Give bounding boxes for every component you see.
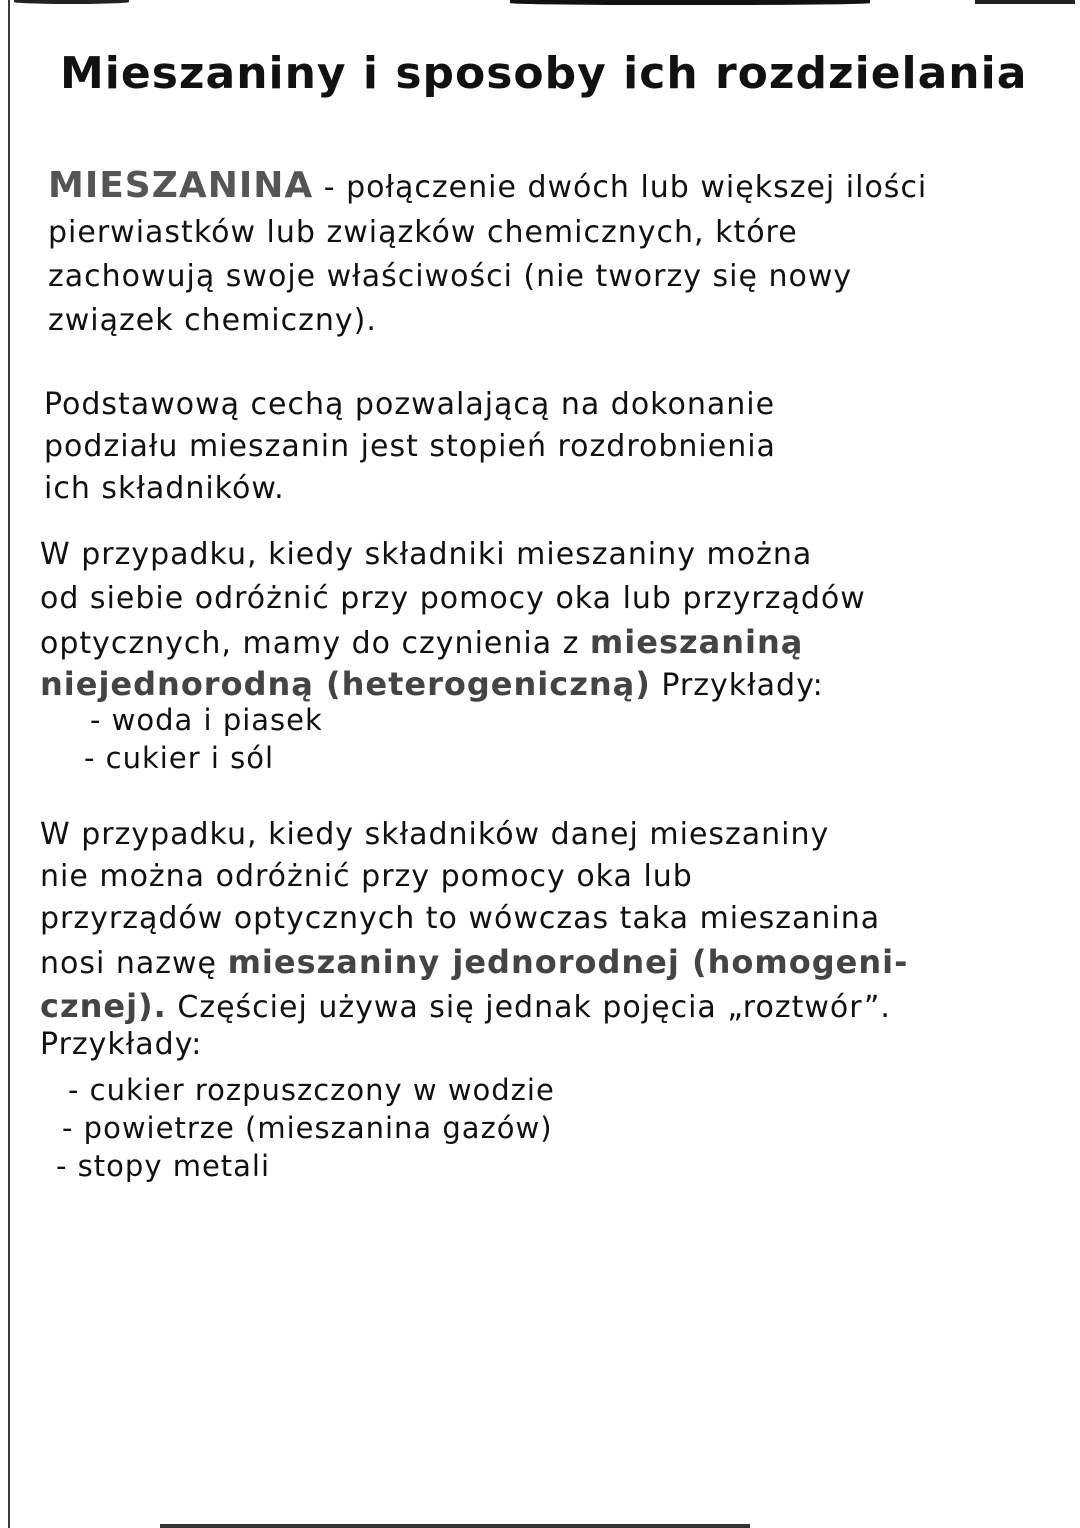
page-title: Mieszaniny i sposoby ich rozdzielania bbox=[60, 48, 1028, 99]
heterogeneous-highlight: niejednorodną (heterogeniczną) bbox=[40, 665, 651, 703]
definition-text: połączenie dwóch lub większej ilości bbox=[346, 170, 928, 205]
heterogeneous-line: od siebie odróżnić przy pomocy oka lub przyrządów bbox=[40, 581, 866, 616]
heterogeneous-text: optycznych, mamy do czynienia z bbox=[40, 626, 580, 661]
definition-line: zachowują swoje właściwości (nie tworzy się nowy bbox=[48, 259, 853, 294]
heterogeneous-examples-label: Przykłady: bbox=[661, 668, 824, 703]
definition-first-line bbox=[48, 165, 928, 206]
heterogeneous-line: W przypadku, kiedy składniki mieszaniny można bbox=[40, 537, 813, 572]
page-bottom-shadow bbox=[160, 1524, 750, 1528]
homogeneous-highlight: cznej). bbox=[40, 987, 167, 1025]
definition-line: związek chemiczny). bbox=[48, 303, 377, 338]
homogeneous-continuation: Częściej używa się jednak pojęcia „roztwór”. bbox=[177, 990, 891, 1025]
heterogeneous-example: - woda i piasek bbox=[90, 703, 323, 737]
homogeneous-example: - cukier rozpuszczony w wodzie bbox=[68, 1073, 555, 1107]
heterogeneous-highlight-line bbox=[40, 665, 824, 703]
heterogeneous-example: - cukier i sól bbox=[84, 741, 275, 775]
homogeneous-example: - powietrze (mieszanina gazów) bbox=[62, 1111, 553, 1145]
division-line: podziału mieszanin jest stopień rozdrobnienia bbox=[44, 429, 776, 464]
homogeneous-highlight: mieszaniny jednorodnej (homogeni- bbox=[227, 943, 909, 981]
heterogeneous-line bbox=[40, 623, 804, 661]
division-line: Podstawową cechą pozwalającą na dokonanie bbox=[44, 387, 776, 422]
homogeneous-example: - stopy metali bbox=[56, 1149, 271, 1183]
page-top-shadow bbox=[975, 0, 1075, 4]
homogeneous-line bbox=[40, 987, 891, 1025]
homogeneous-text: nosi nazwę bbox=[40, 946, 218, 981]
homogeneous-line: nie można odróżnić przy pomocy oka lub bbox=[40, 859, 693, 894]
heterogeneous-highlight: mieszaniną bbox=[589, 623, 804, 661]
division-line: ich składników. bbox=[44, 471, 285, 506]
page-top-shadow bbox=[510, 0, 870, 5]
homogeneous-examples-label: Przykłady: bbox=[40, 1027, 203, 1062]
homogeneous-line bbox=[40, 943, 909, 981]
definition-dash: - bbox=[313, 170, 347, 205]
definition-line: pierwiastków lub związków chemicznych, które bbox=[48, 215, 798, 250]
homogeneous-line: W przypadku, kiedy składników danej mieszaniny bbox=[40, 817, 830, 852]
page-top-shadow bbox=[14, 0, 129, 4]
definition-term: MIESZANINA bbox=[48, 165, 314, 206]
homogeneous-line: przyrządów optycznych to wówczas taka mieszanina bbox=[40, 901, 881, 936]
page-left-edge bbox=[8, 0, 10, 1528]
